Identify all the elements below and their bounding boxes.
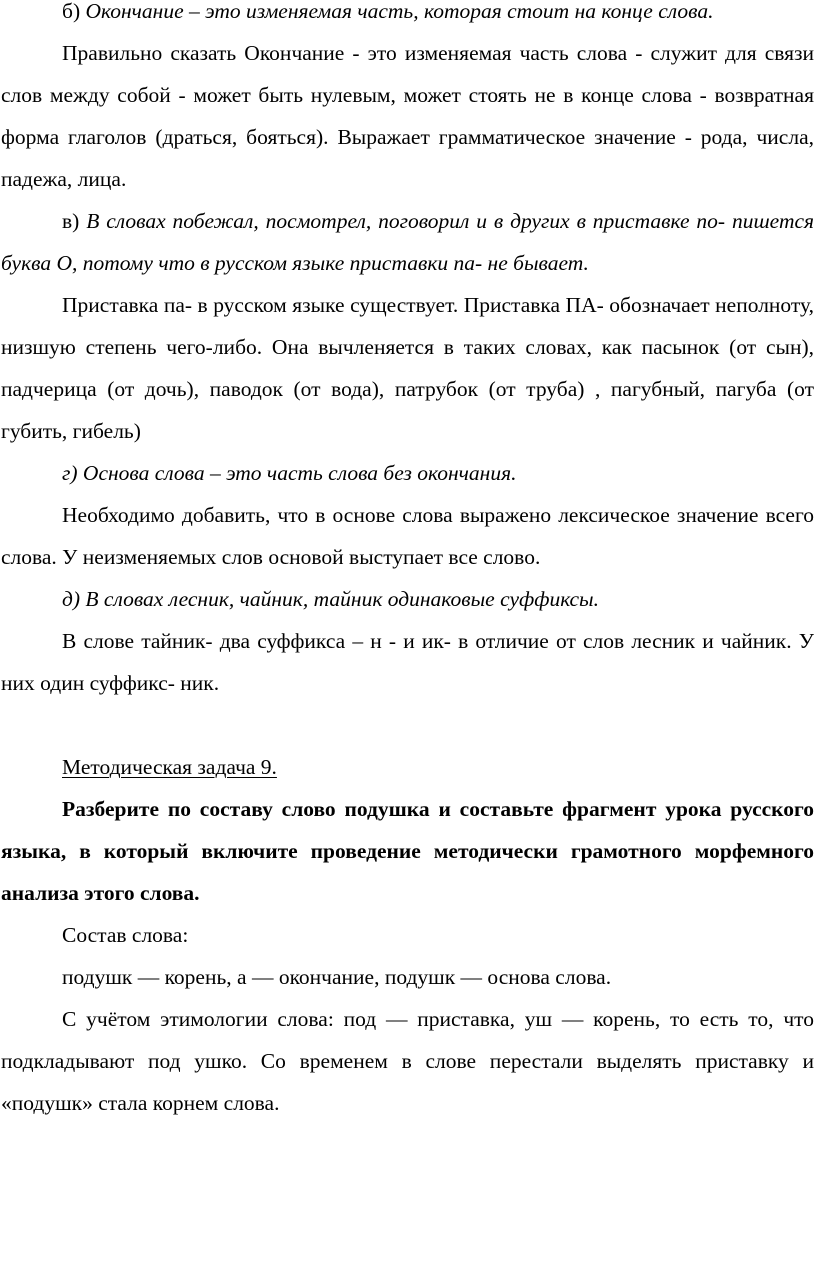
paragraph-b-statement <box>1 0 814 32</box>
statement-v-text: В словах побежал, посмотрел, поговорил и в других в приставке по- пишется буква О, потому что в русском языке приставки па- не бывает. <box>1 209 815 275</box>
paragraph-v-answer: Приставка па- в русском языке существует. Приставка ПА- обозначает неполноту, низшую степень чего-либо. Она вычленяется в таких словах, как пасынок (от сын), падчерица (от дочь), паводок (от вода), патрубок (от труба) , пагубный, пагуба (от губить, гибель) <box>1 293 814 443</box>
composition-label: Состав слова: <box>62 923 189 947</box>
paragraph-g-statement: г) Основа слова – это часть слова без окончания. <box>62 461 517 485</box>
etymology-paragraph: С учётом этимологии слова: под — приставка, уш — корень, то есть то, что подкладывают под ушко. Со временем в слове перестали выделять приставку и «подушк» стала корнем слова. <box>1 1007 814 1115</box>
blank-line <box>1 704 814 746</box>
label-v: в) <box>62 209 87 233</box>
paragraph-d-answer: В слове тайник- два суффикса – н - и ик- в отличие от слов лесник и чайник. У них один суффикс- ник. <box>1 629 814 695</box>
paragraph-g-answer: Необходимо добавить, что в основе слова выражено лексическое значение всего слова. У неизменяемых слов основой выступает все слово. <box>1 503 814 569</box>
paragraph-v-statement <box>1 200 814 284</box>
statement-b-text: Окончание – это изменяемая часть, которая стоит на конце слова. <box>85 0 714 23</box>
paragraph-b-answer: Правильно сказать Окончание - это изменяемая часть слова - служит для связи слов между собой - может быть нулевым, может стоять не в конце слова - возвратная форма глаголов (драться, бояться). Выражает грамматическое значение - рода, числа, падежа, лица. <box>1 41 814 191</box>
task-heading-text: Методическая задача 9. <box>62 755 277 779</box>
paragraph-d-statement: д) В словах лесник, чайник, тайник одинаковые суффиксы. <box>62 587 599 611</box>
label-b: б) <box>62 0 86 23</box>
composition-line: подушк — корень, а — окончание, подушк — основа слова. <box>62 965 612 989</box>
task-statement: Разберите по составу слово подушка и составьте фрагмент урока русского языка, в который включите проведение методически грамотного морфемного анализа этого слова. <box>1 797 814 905</box>
task-heading <box>1 746 814 788</box>
